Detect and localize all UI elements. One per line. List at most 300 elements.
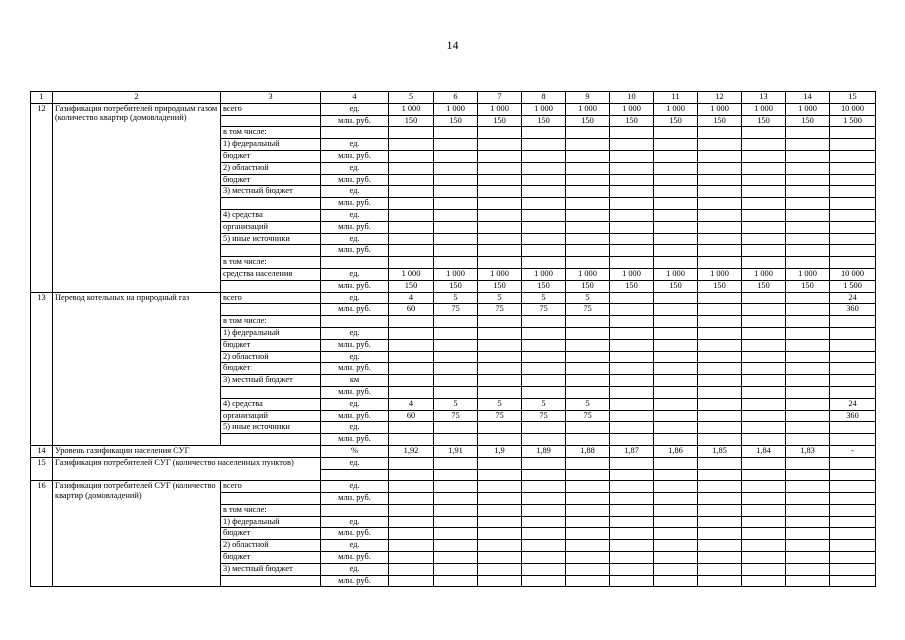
funding-source: 3) местный бюджет: [221, 563, 321, 575]
value-cell: 1,91: [434, 445, 478, 457]
value-cell: [610, 245, 654, 257]
value-cell: [478, 339, 522, 351]
value-cell: [742, 339, 786, 351]
value-cell: [478, 139, 522, 151]
value-cell: [742, 304, 786, 316]
funding-source: всего: [221, 481, 321, 493]
value-cell: [566, 552, 610, 564]
value-cell: [742, 410, 786, 422]
value-cell: [566, 481, 610, 493]
value-cell: [434, 363, 478, 375]
unit-cell: млн. руб.: [321, 410, 389, 422]
funding-source: всего: [221, 292, 321, 304]
funding-source: всего: [221, 103, 321, 115]
value-cell: [742, 386, 786, 398]
value-cell: [522, 245, 566, 257]
column-number-cell: 11: [654, 92, 698, 104]
value-cell: 5: [566, 292, 610, 304]
unit-cell: [321, 469, 389, 481]
funding-source: 1) федеральный: [221, 516, 321, 528]
value-cell: [478, 434, 522, 446]
value-cell: [742, 552, 786, 564]
value-cell: [522, 327, 566, 339]
value-cell: [522, 493, 566, 505]
value-cell: 150: [610, 115, 654, 127]
value-cell: 1 000: [786, 268, 830, 280]
value-cell: [610, 375, 654, 387]
value-cell: [830, 162, 876, 174]
column-number-cell: 12: [698, 92, 742, 104]
value-cell: 360: [830, 304, 876, 316]
funding-source: [221, 304, 321, 316]
value-cell: [566, 363, 610, 375]
value-cell: 1 500: [830, 280, 876, 292]
value-cell: [698, 363, 742, 375]
value-cell: [742, 257, 786, 269]
value-cell: [610, 221, 654, 233]
value-cell: [434, 150, 478, 162]
value-cell: [522, 540, 566, 552]
funding-source: 4) средства: [221, 209, 321, 221]
value-cell: 1 000: [698, 103, 742, 115]
funding-source: 3) местный бюджет: [221, 375, 321, 387]
value-cell: 150: [434, 280, 478, 292]
value-cell: [610, 540, 654, 552]
funding-source: [221, 575, 321, 587]
funding-source: 2) областной: [221, 162, 321, 174]
value-cell: [522, 481, 566, 493]
value-cell: [478, 422, 522, 434]
value-cell: 5: [478, 398, 522, 410]
value-cell: 150: [566, 115, 610, 127]
unit-cell: ед.: [321, 268, 389, 280]
funding-source: организаций: [221, 221, 321, 233]
value-cell: [786, 221, 830, 233]
value-cell: [566, 339, 610, 351]
column-number-cell: 14: [786, 92, 830, 104]
value-cell: [698, 434, 742, 446]
value-cell: [610, 516, 654, 528]
value-cell: [434, 327, 478, 339]
funding-source: бюджет: [221, 363, 321, 375]
unit-cell: ед.: [321, 398, 389, 410]
value-cell: [566, 434, 610, 446]
value-cell: [566, 327, 610, 339]
value-cell: [830, 575, 876, 587]
value-cell: [522, 351, 566, 363]
value-cell: [522, 528, 566, 540]
value-cell: [698, 127, 742, 139]
value-cell: [566, 198, 610, 210]
value-cell: [742, 233, 786, 245]
value-cell: [389, 257, 434, 269]
indicator-name: Газификация потребителей природным газом (количество квартир (домовладений): [53, 103, 221, 292]
value-cell: [742, 174, 786, 186]
value-cell: [566, 457, 610, 469]
value-cell: [742, 457, 786, 469]
value-cell: [478, 363, 522, 375]
value-cell: [654, 139, 698, 151]
value-cell: [610, 575, 654, 587]
value-cell: [566, 493, 610, 505]
column-number-cell: 3: [221, 92, 321, 104]
row-number: 16: [31, 481, 53, 587]
value-cell: [654, 563, 698, 575]
value-cell: -: [830, 445, 876, 457]
unit-cell: млн. руб.: [321, 339, 389, 351]
value-cell: 24: [830, 292, 876, 304]
value-cell: [742, 493, 786, 505]
column-number-cell: 2: [53, 92, 221, 104]
value-cell: 75: [478, 410, 522, 422]
value-cell: [478, 351, 522, 363]
value-cell: [742, 162, 786, 174]
value-cell: 1,88: [566, 445, 610, 457]
table-row: [31, 457, 876, 469]
value-cell: 1 000: [522, 103, 566, 115]
value-cell: [478, 327, 522, 339]
value-cell: [654, 162, 698, 174]
unit-cell: млн. руб.: [321, 386, 389, 398]
value-cell: [654, 552, 698, 564]
value-cell: [698, 481, 742, 493]
value-cell: [830, 174, 876, 186]
table-row: [31, 445, 876, 457]
column-number-row: [31, 92, 876, 104]
value-cell: [389, 504, 434, 516]
value-cell: 150: [742, 115, 786, 127]
value-cell: 75: [522, 410, 566, 422]
value-cell: [389, 351, 434, 363]
value-cell: [566, 563, 610, 575]
column-number-cell: 8: [522, 92, 566, 104]
value-cell: [830, 363, 876, 375]
value-cell: [610, 339, 654, 351]
value-cell: 4: [389, 398, 434, 410]
value-cell: [610, 233, 654, 245]
value-cell: [389, 434, 434, 446]
column-number-cell: 15: [830, 92, 876, 104]
funding-source: 4) средства: [221, 398, 321, 410]
value-cell: [566, 422, 610, 434]
value-cell: [742, 375, 786, 387]
value-cell: [742, 469, 786, 481]
value-cell: [610, 186, 654, 198]
unit-cell: [321, 504, 389, 516]
value-cell: [478, 504, 522, 516]
value-cell: [698, 316, 742, 328]
value-cell: [478, 174, 522, 186]
value-cell: [522, 552, 566, 564]
value-cell: [786, 363, 830, 375]
value-cell: [698, 575, 742, 587]
value-cell: [742, 516, 786, 528]
value-cell: [654, 504, 698, 516]
value-cell: 1 000: [610, 103, 654, 115]
value-cell: [698, 563, 742, 575]
value-cell: [389, 528, 434, 540]
value-cell: 1,92: [389, 445, 434, 457]
value-cell: 1 000: [742, 103, 786, 115]
funding-source: 5) иные источники: [221, 233, 321, 245]
unit-cell: ед.: [321, 103, 389, 115]
unit-cell: ед.: [321, 422, 389, 434]
value-cell: 1,84: [742, 445, 786, 457]
value-cell: [786, 516, 830, 528]
value-cell: [830, 493, 876, 505]
unit-cell: млн. руб.: [321, 493, 389, 505]
value-cell: 60: [389, 304, 434, 316]
funding-source: 3) местный бюджет: [221, 186, 321, 198]
value-cell: [742, 316, 786, 328]
funding-source: бюджет: [221, 528, 321, 540]
table-row: [31, 292, 876, 304]
value-cell: [478, 245, 522, 257]
value-cell: [654, 422, 698, 434]
value-cell: [654, 127, 698, 139]
unit-cell: млн. руб.: [321, 363, 389, 375]
value-cell: [478, 198, 522, 210]
value-cell: [478, 186, 522, 198]
value-cell: 150: [742, 280, 786, 292]
value-cell: [742, 528, 786, 540]
funding-source: бюджет: [221, 339, 321, 351]
unit-cell: ед.: [321, 233, 389, 245]
value-cell: [786, 457, 830, 469]
value-cell: [389, 422, 434, 434]
column-number-cell: 10: [610, 92, 654, 104]
unit-cell: млн. руб.: [321, 198, 389, 210]
funding-source: бюджет: [221, 150, 321, 162]
value-cell: [566, 528, 610, 540]
value-cell: 1 000: [478, 103, 522, 115]
value-cell: [830, 375, 876, 387]
value-cell: [434, 504, 478, 516]
value-cell: [786, 174, 830, 186]
indicator-name: Газификация потребителей СУГ (количество квартир (домовладений): [53, 481, 221, 587]
value-cell: [389, 469, 434, 481]
value-cell: [610, 316, 654, 328]
value-cell: [698, 198, 742, 210]
value-cell: [478, 563, 522, 575]
value-cell: [522, 575, 566, 587]
value-cell: [698, 457, 742, 469]
value-cell: [830, 316, 876, 328]
value-cell: [654, 410, 698, 422]
funding-source: 2) областной: [221, 540, 321, 552]
value-cell: 1 000: [434, 103, 478, 115]
value-cell: 1 000: [566, 268, 610, 280]
value-cell: [654, 221, 698, 233]
column-number-cell: 1: [31, 92, 53, 104]
value-cell: [742, 363, 786, 375]
value-cell: [830, 469, 876, 481]
value-cell: [786, 139, 830, 151]
funding-source: в том числе:: [221, 257, 321, 269]
value-cell: [698, 351, 742, 363]
value-cell: [742, 563, 786, 575]
column-number-cell: 5: [389, 92, 434, 104]
unit-cell: млн. руб.: [321, 304, 389, 316]
value-cell: [389, 221, 434, 233]
value-cell: 150: [434, 115, 478, 127]
value-cell: [698, 422, 742, 434]
value-cell: [654, 469, 698, 481]
value-cell: [610, 174, 654, 186]
value-cell: [786, 186, 830, 198]
value-cell: [830, 552, 876, 564]
funding-source: [221, 115, 321, 127]
value-cell: [830, 209, 876, 221]
value-cell: 1 000: [389, 268, 434, 280]
value-cell: [389, 127, 434, 139]
value-cell: [522, 386, 566, 398]
value-cell: [654, 245, 698, 257]
value-cell: [389, 339, 434, 351]
value-cell: [434, 552, 478, 564]
value-cell: 5: [434, 292, 478, 304]
value-cell: [654, 434, 698, 446]
value-cell: [830, 198, 876, 210]
value-cell: [389, 327, 434, 339]
value-cell: [786, 245, 830, 257]
indicator-name: Перевод котельных на природный газ: [53, 292, 221, 445]
value-cell: 150: [389, 280, 434, 292]
unit-cell: км: [321, 375, 389, 387]
value-cell: [389, 563, 434, 575]
value-cell: 1,9: [478, 445, 522, 457]
value-cell: [786, 386, 830, 398]
value-cell: [522, 457, 566, 469]
value-cell: [830, 351, 876, 363]
value-cell: [742, 540, 786, 552]
value-cell: [478, 552, 522, 564]
unit-cell: ед.: [321, 457, 389, 469]
funding-source: [221, 280, 321, 292]
row-number: 15: [31, 457, 53, 481]
funding-source: организаций: [221, 410, 321, 422]
value-cell: 75: [566, 410, 610, 422]
value-cell: [610, 563, 654, 575]
value-cell: [522, 174, 566, 186]
value-cell: [698, 304, 742, 316]
unit-cell: ед.: [321, 209, 389, 221]
value-cell: [742, 327, 786, 339]
value-cell: 1 000: [478, 268, 522, 280]
value-cell: [566, 233, 610, 245]
value-cell: [654, 528, 698, 540]
value-cell: [610, 493, 654, 505]
indicator-name: Газификация потребителей СУГ (количество населенных пунктов): [53, 457, 321, 481]
value-cell: [830, 186, 876, 198]
value-cell: [610, 162, 654, 174]
value-cell: [434, 186, 478, 198]
funding-source: 1) федеральный: [221, 327, 321, 339]
value-cell: [522, 516, 566, 528]
value-cell: [830, 245, 876, 257]
value-cell: [434, 139, 478, 151]
unit-cell: млн. руб.: [321, 434, 389, 446]
value-cell: [522, 186, 566, 198]
value-cell: [786, 339, 830, 351]
column-number-cell: 6: [434, 92, 478, 104]
value-cell: [698, 327, 742, 339]
value-cell: 1,83: [786, 445, 830, 457]
unit-cell: [321, 257, 389, 269]
value-cell: [830, 327, 876, 339]
value-cell: 5: [434, 398, 478, 410]
value-cell: 60: [389, 410, 434, 422]
column-number-cell: 9: [566, 92, 610, 104]
value-cell: [389, 316, 434, 328]
value-cell: 1 000: [698, 268, 742, 280]
value-cell: [478, 481, 522, 493]
value-cell: [610, 292, 654, 304]
value-cell: [478, 375, 522, 387]
value-cell: [610, 552, 654, 564]
value-cell: [610, 422, 654, 434]
value-cell: [389, 493, 434, 505]
value-cell: [389, 481, 434, 493]
funding-source: [221, 434, 321, 446]
value-cell: [434, 174, 478, 186]
value-cell: [389, 139, 434, 151]
value-cell: [610, 481, 654, 493]
value-cell: [654, 292, 698, 304]
value-cell: [786, 552, 830, 564]
value-cell: 1 000: [742, 268, 786, 280]
value-cell: [478, 386, 522, 398]
value-cell: 1 000: [522, 268, 566, 280]
value-cell: [478, 127, 522, 139]
value-cell: [698, 375, 742, 387]
funding-source: в том числе:: [221, 504, 321, 516]
value-cell: [610, 198, 654, 210]
value-cell: [698, 552, 742, 564]
funding-source: 1) федеральный: [221, 139, 321, 151]
value-cell: 10 000: [830, 103, 876, 115]
unit-cell: ед.: [321, 186, 389, 198]
value-cell: [522, 316, 566, 328]
value-cell: [742, 398, 786, 410]
value-cell: [654, 516, 698, 528]
funding-source: средства населения: [221, 268, 321, 280]
value-cell: [566, 504, 610, 516]
value-cell: [654, 257, 698, 269]
value-cell: [522, 233, 566, 245]
value-cell: 1,85: [698, 445, 742, 457]
value-cell: [478, 257, 522, 269]
unit-cell: ед.: [321, 540, 389, 552]
value-cell: [389, 540, 434, 552]
value-cell: [698, 257, 742, 269]
value-cell: [830, 150, 876, 162]
value-cell: [478, 233, 522, 245]
value-cell: 1,86: [654, 445, 698, 457]
value-cell: [654, 186, 698, 198]
value-cell: [478, 457, 522, 469]
value-cell: [434, 127, 478, 139]
unit-cell: млн. руб.: [321, 150, 389, 162]
value-cell: [434, 198, 478, 210]
value-cell: [654, 386, 698, 398]
value-cell: [698, 528, 742, 540]
value-cell: [478, 221, 522, 233]
value-cell: [830, 457, 876, 469]
value-cell: 1 000: [654, 103, 698, 115]
unit-cell: млн. руб.: [321, 528, 389, 540]
funding-source: [221, 245, 321, 257]
